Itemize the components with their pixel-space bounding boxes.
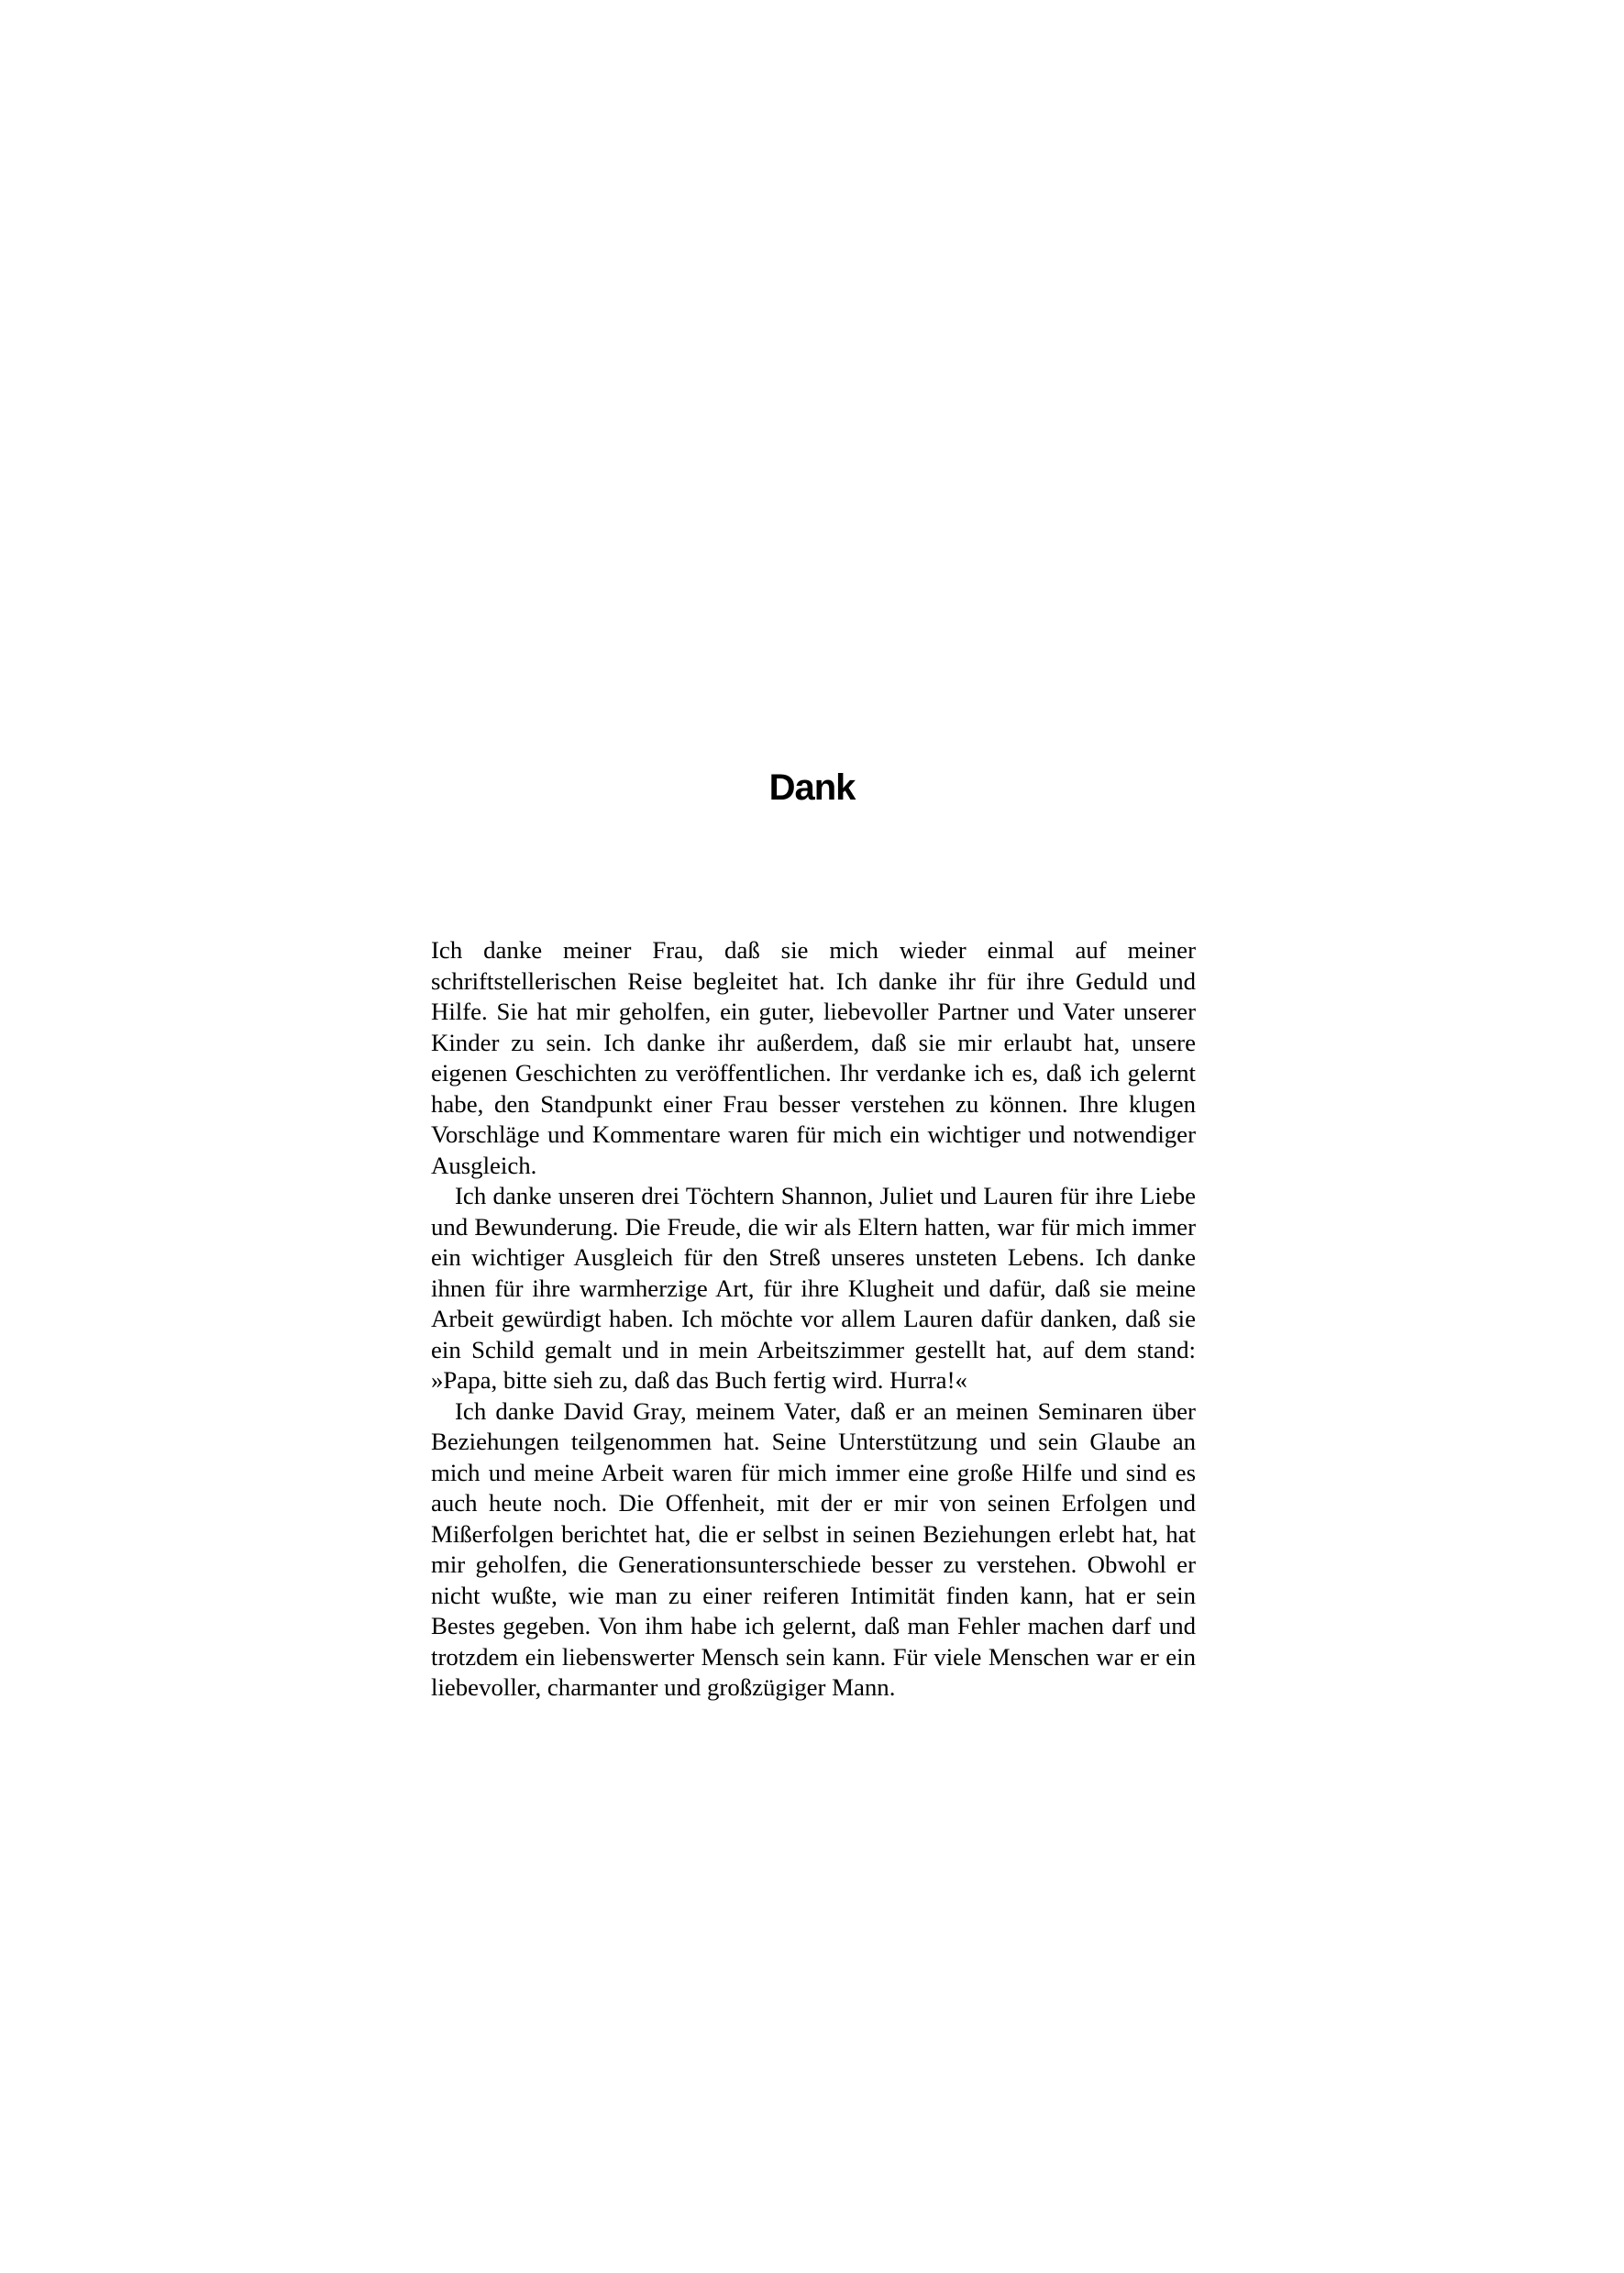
paragraph: Ich danke David Gray, meinem Vater, daß er an meinen Seminaren über Beziehungen teilgenommen hat. Seine Unterstützung und sein Glaube an mich und meine Arbeit waren für mich immer eine große Hilfe und sind es auch heute noch. Die Offenheit, mit der er mir von seinen Erfolgen und Mißerfolgen berichtet hat, die er selbst in seinen Beziehungen erlebt hat, hat mir geholfen, die Generationsunterschiede besser zu verstehen. Obwohl er nicht wußte, wie man zu einer reiferen Intimität finden kann, hat er sein Bestes gegeben. Von ihm habe ich gelernt, daß man Fehler machen darf und trotzdem ein liebenswerter Mensch sein kann. Für viele Menschen war er ein liebevoller, charmanter und großzügiger Mann.	[431, 1396, 1196, 1701]
body-text	[431, 935, 1196, 1704]
paragraph: Ich danke unseren drei Töchtern Shannon, Juliet und Lauren für ihre Liebe und Bewunderung. Die Freude, die wir als Eltern hatten, war für mich immer ein wichtiger Ausgleich für den Streß unseres unsteten Lebens. Ich danke ihnen für ihre warmherzige Art, für ihre Klugheit und dafür, daß sie meine Arbeit gewürdigt haben. Ich möchte vor allem Lauren dafür danken, daß sie ein Schild gemalt und in mein Arbeitszimmer gestellt hat, auf dem stand: »Papa, bitte sieh zu, daß das Buch fertig wird. Hurra!«	[431, 1182, 1196, 1394]
page-title: Dank	[768, 767, 856, 808]
paragraph: Ich danke meiner Frau, daß sie mich wieder einmal auf meiner schriftstellerischen Reise begleitet hat. Ich danke ihr für ihre Geduld und Hilfe. Sie hat mir geholfen, ein guter, liebevoller Partner und Vater unserer Kinder zu sein. Ich danke ihr außerdem, daß sie mir erlaubt hat, unsere eigenen Geschichten zu veröffentlichen. Ihr verdanke ich es, daß ich gelernt habe, den Standpunkt einer Frau besser verstehen zu können. Ihre klugen Vorschläge und Kommentare waren für mich ein wichtiger und notwendiger Ausgleich.	[431, 936, 1196, 1179]
